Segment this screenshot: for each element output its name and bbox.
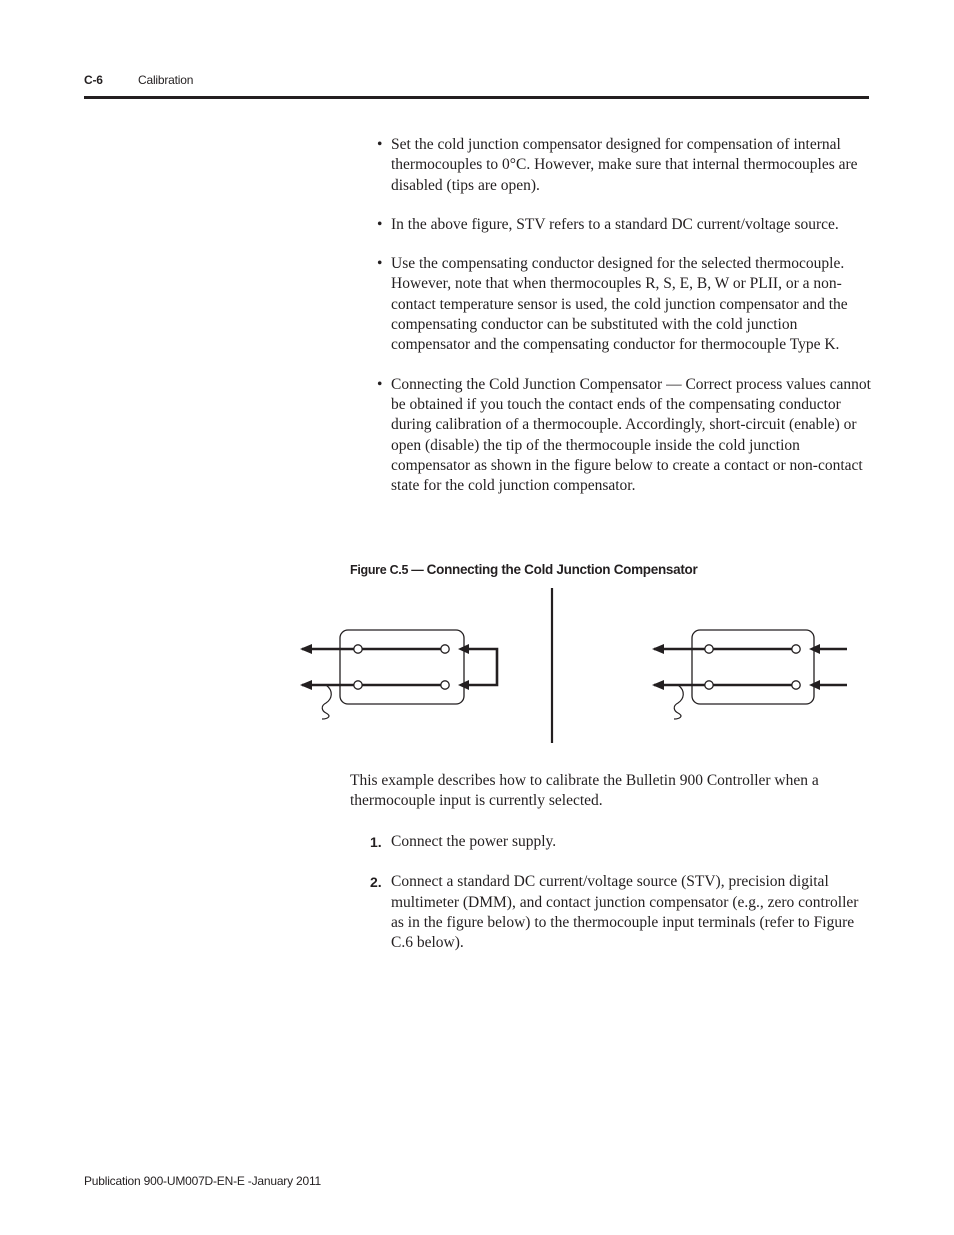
section-title: Calibration — [138, 73, 194, 87]
step-number: 2. — [370, 874, 382, 891]
compensator-open — [652, 630, 847, 719]
step-text: Connect the power supply. — [391, 833, 557, 850]
step-item — [350, 832, 870, 852]
bullet-item: • In the above figure, STV refers to a standard DC current/voltage source. — [377, 215, 839, 233]
bullet-text: Connecting the Cold Junction Compensator — Correct process values cannot be obtained if you touch the contact ends of the compensating conductor during calibration of a thermocouple. Accordingly, short-circuit (enable) or open (disable) the tip of the thermocouple inside the cold junction compensator as shown in the figure below to create a contact or non-contact state for the cold junction compensator. — [391, 375, 871, 495]
page-footer: Publication 900-UM007D-EN-E -January 2011 — [84, 1174, 322, 1188]
compensator-shorted — [300, 630, 497, 719]
step-number: 1. — [370, 834, 382, 850]
steps-list — [350, 832, 870, 973]
cold-junction-diagram — [290, 585, 860, 750]
bullet-item: • Use the compensating conductor designed for the selected thermocouple. However, note that when thermocouples R, S, E, B, W or PLII, or a non-contact temperature sensor is used, the cold junction compensator and the compensating conductor can be substituted with the cold junction compensator and the compensating conductor for thermocouple Type K. — [377, 255, 848, 354]
bullet-text: In the above figure, STV refers to a standard DC current/voltage source. — [391, 215, 839, 233]
bullet-item: • Set the cold junction compensator designed for compensation of internal thermocouples to 0°C. However, make sure that internal thermocouples are disabled (tips are open). — [377, 136, 858, 194]
bullet-text: Set the cold junction compensator designed for compensation of internal thermocouples to 0°C. However, make sure that internal thermocouples are disabled (tips are open). — [391, 136, 858, 194]
figure-title: Connecting the Cold Junction Compensator — [426, 562, 698, 577]
figure-number: Figure C.5 — — [350, 563, 427, 577]
page-header — [84, 73, 193, 87]
header-rule — [84, 96, 869, 99]
page-number: C-6 — [84, 73, 103, 87]
step-text: Connect a standard DC current/voltage source (STV), precision digital multimeter (DMM), and contact junction compensator (e.g., zero controller as in the figure below) to the thermocouple input terminals (refer to Figure C.6 below). — [391, 873, 859, 952]
bullet-text: Use the compensating conductor designed for the selected thermocouple. However, note that when thermocouples R, S, E, B, W or PLII, or a non-contact temperature sensor is used, the cold junction compensator and the compensating conductor can be substituted with the cold junction compensator and the compensating conductor for thermocouple Type K. — [391, 255, 848, 354]
figure-caption — [350, 562, 697, 577]
step-item — [350, 872, 870, 953]
bullet-list — [376, 135, 871, 515]
intro-paragraph: This example describes how to calibrate the Bulletin 900 Controller when a thermocouple input is currently selected. — [350, 772, 819, 810]
bullet-item: • Connecting the Cold Junction Compensator — Correct process values cannot be obtained if you touch the contact ends of the compensating conductor during calibration of a thermocouple. Accordingly, short-circuit (enable) or open (disable) the tip of the thermocouple inside the cold junction compensator as shown in the figure below to create a contact or non-contact state for the cold junction compensator. — [377, 375, 871, 495]
